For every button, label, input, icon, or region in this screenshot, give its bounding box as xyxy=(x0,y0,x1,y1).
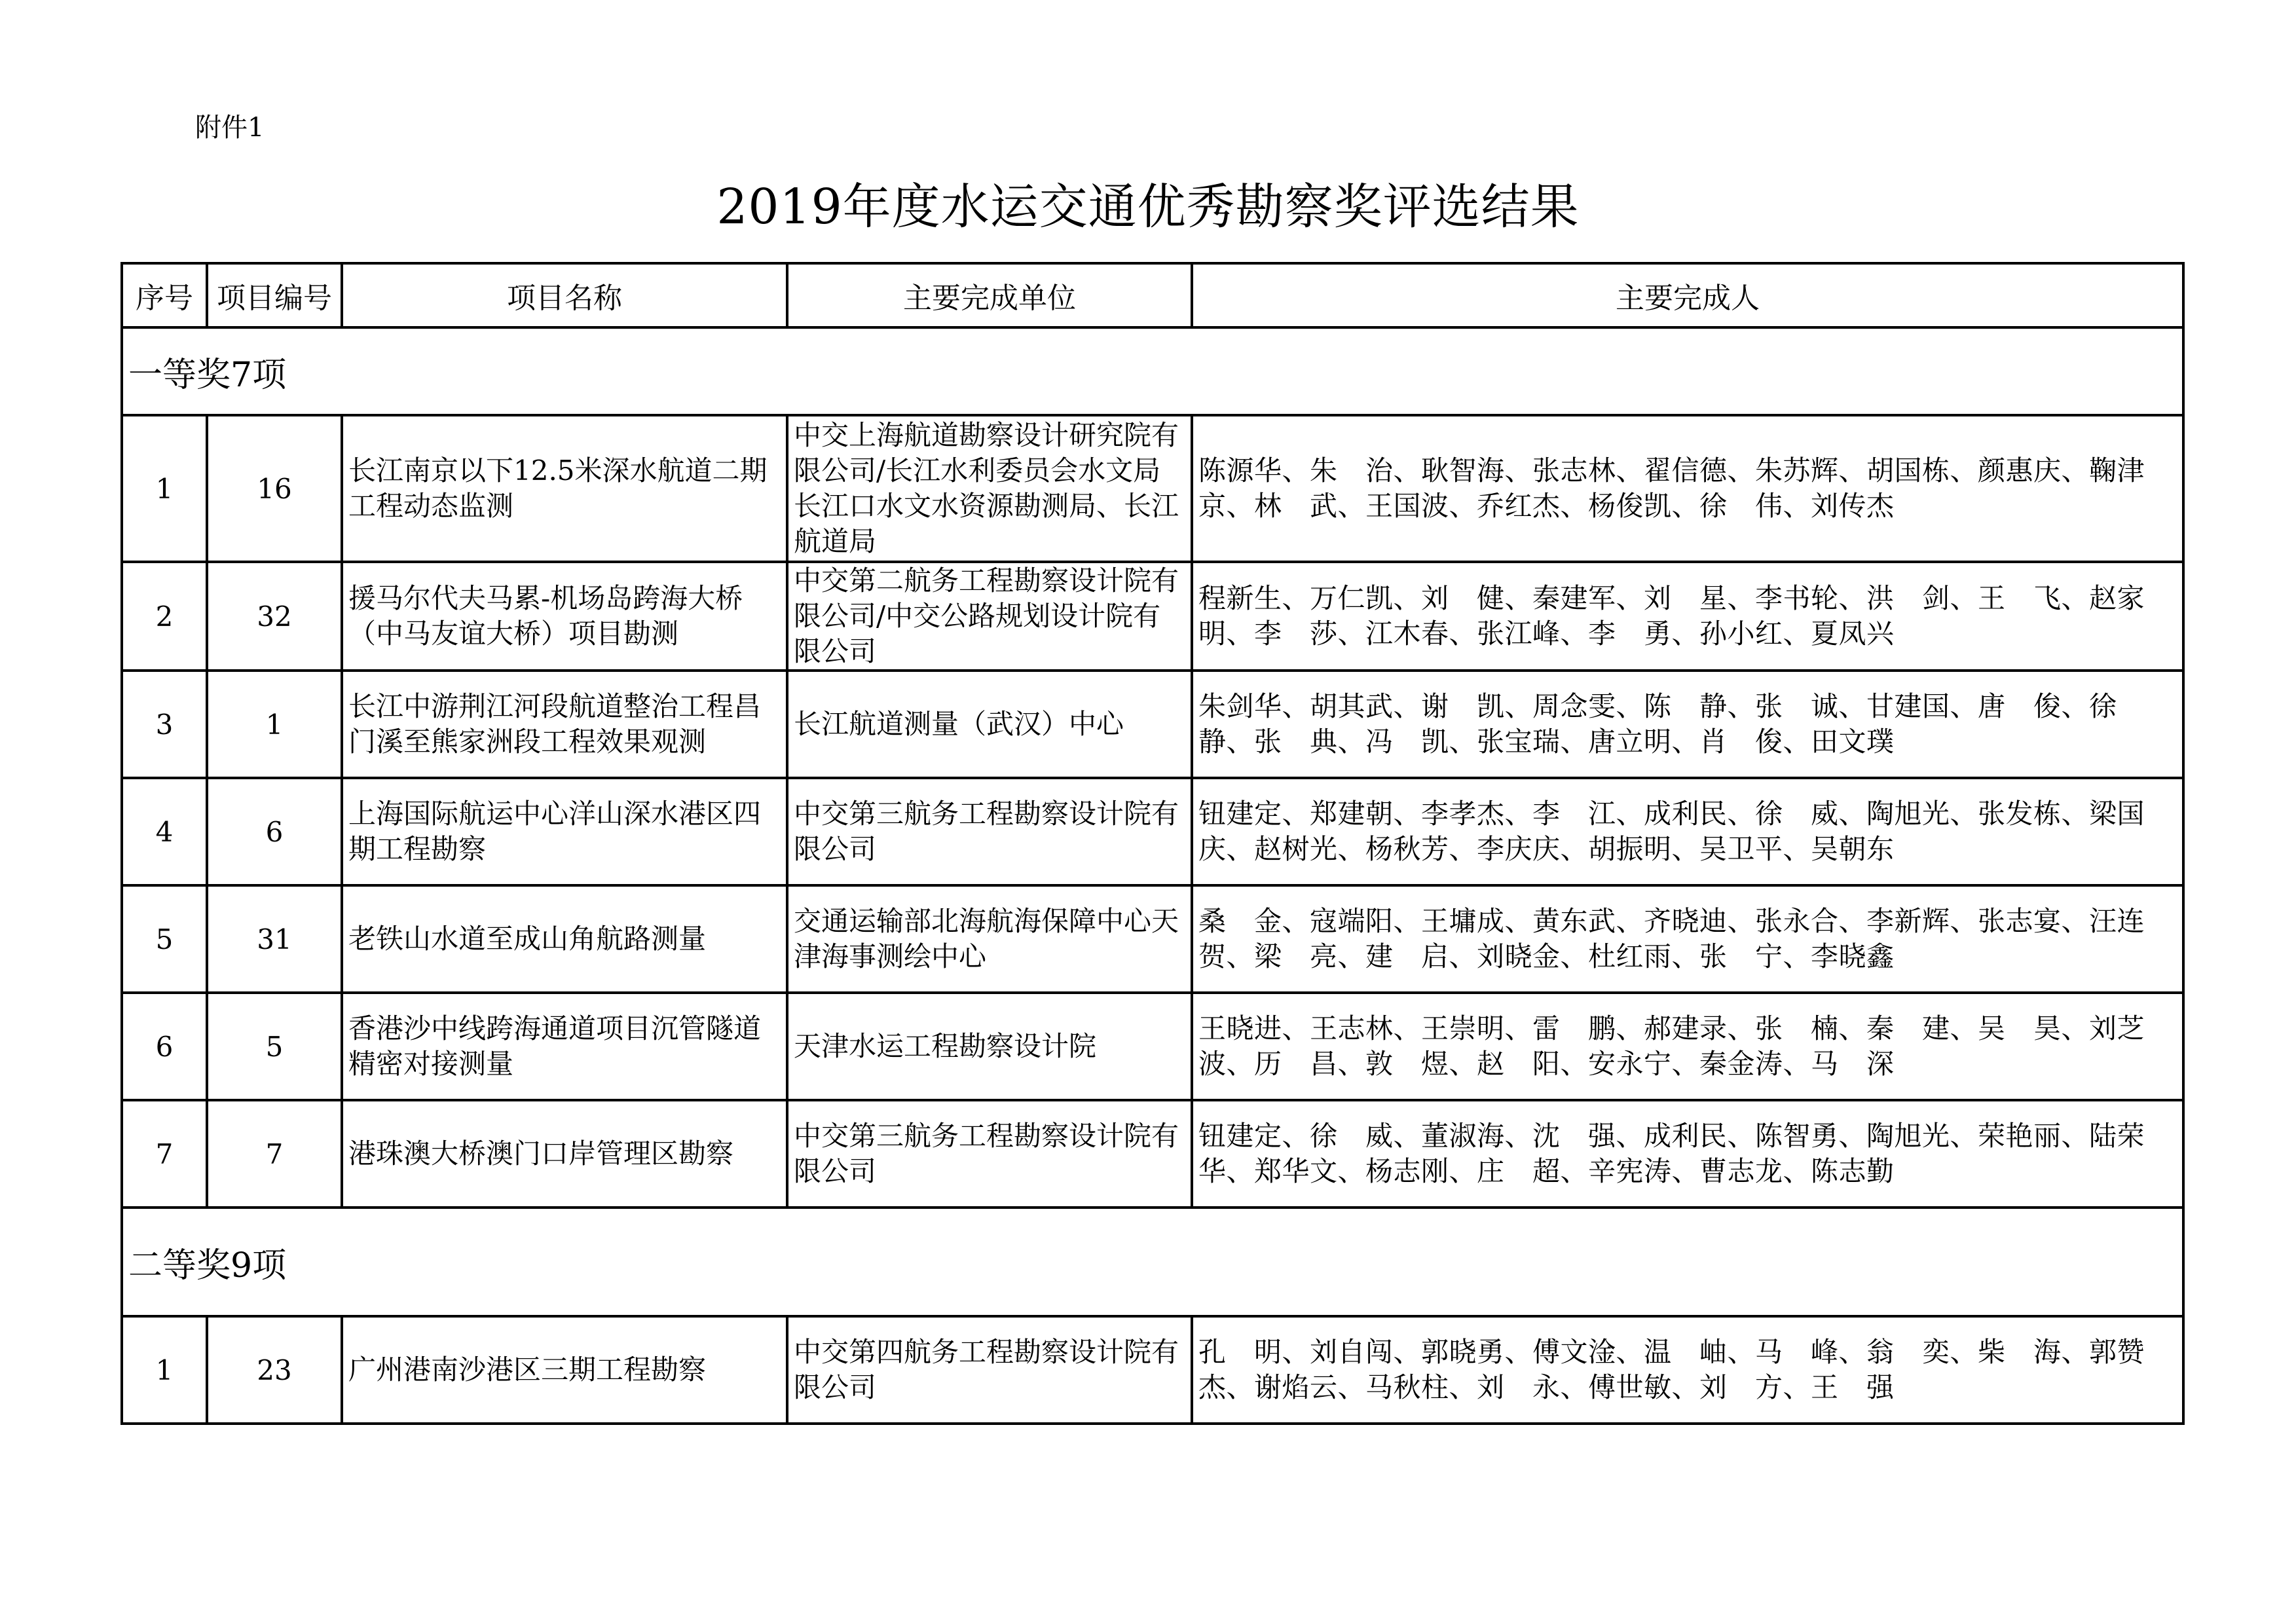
cell-unit: 长江航道测量（武汉）中心 xyxy=(787,671,1192,778)
cell-people: 王晓进、王志林、王崇明、雷 鹏、郝建录、张 楠、秦 建、吴 昊、刘芝波、历 昌、敦 煜、赵 阳、安永宁、秦金涛、马 深 xyxy=(1192,993,2183,1100)
cell-project-name: 香港沙中线跨海通道项目沉管隧道精密对接测量 xyxy=(342,993,787,1100)
section-label: 二等奖9项 xyxy=(122,1208,2183,1316)
cell-unit: 交通运输部北海航海保障中心天津海事测绘中心 xyxy=(787,885,1192,993)
attachment-label: 附件1 xyxy=(195,113,265,143)
cell-people: 桑 金、寇端阳、王墉成、黄东武、齐晓迪、张永合、李新辉、张志宴、汪连贺、梁 亮、建 启、刘晓金、杜红雨、张 宁、李晓鑫 xyxy=(1192,885,2183,993)
cell-unit: 中交第二航务工程勘察设计院有限公司/中交公路规划设计院有限公司 xyxy=(787,562,1192,671)
table-row xyxy=(122,885,2183,993)
cell-project-name: 援马尔代夫马累-机场岛跨海大桥（中马友谊大桥）项目勘测 xyxy=(342,562,787,671)
cell-people: 陈源华、朱 治、耿智海、张志林、翟信德、朱苏辉、胡国栋、颜惠庆、鞠津京、林 武、王国波、乔红杰、杨俊凯、徐 伟、刘传杰 xyxy=(1192,415,2183,562)
cell-project-name: 港珠澳大桥澳门口岸管理区勘察 xyxy=(342,1100,787,1208)
cell-code: 31 xyxy=(207,885,342,993)
table-row xyxy=(122,671,2183,778)
page-title: 2019年度水运交通优秀勘察奖评选结果 xyxy=(716,179,1580,235)
header-code: 项目编号 xyxy=(207,263,342,327)
cell-people: 钮建定、郑建朝、李孝杰、李 江、成利民、徐 威、陶旭光、张发栋、梁国庆、赵树光、杨秋芳、李庆庆、胡振明、吴卫平、吴朝东 xyxy=(1192,778,2183,885)
header-unit: 主要完成单位 xyxy=(787,263,1192,327)
cell-people: 朱剑华、胡其武、谢 凯、周念雯、陈 静、张 诚、甘建国、唐 俊、徐 静、张 典、冯 凯、张宝瑞、唐立明、肖 俊、田文璞 xyxy=(1192,671,2183,778)
cell-no: 3 xyxy=(122,671,207,778)
section-heading-first-prize xyxy=(122,327,2183,415)
cell-project-name: 长江中游荆江河段航道整治工程昌门溪至熊家洲段工程效果观测 xyxy=(342,671,787,778)
table-row xyxy=(122,415,2183,562)
cell-code: 7 xyxy=(207,1100,342,1208)
cell-people: 程新生、万仁凯、刘 健、秦建军、刘 星、李书轮、洪 剑、王 飞、赵家明、李 莎、江木春、张江峰、李 勇、孙小红、夏凤兴 xyxy=(1192,562,2183,671)
header-name: 项目名称 xyxy=(342,263,787,327)
cell-project-name: 广州港南沙港区三期工程勘察 xyxy=(342,1316,787,1424)
cell-project-name: 上海国际航运中心洋山深水港区四期工程勘察 xyxy=(342,778,787,885)
cell-people: 孔 明、刘自闯、郭晓勇、傅文淦、温 岫、马 峰、翁 奕、柴 海、郭赞杰、谢焰云、马秋柱、刘 永、傅世敏、刘 方、王 强 xyxy=(1192,1316,2183,1424)
cell-code: 1 xyxy=(207,671,342,778)
cell-project-name: 长江南京以下12.5米深水航道二期工程动态监测 xyxy=(342,415,787,562)
cell-code: 32 xyxy=(207,562,342,671)
table-header-row xyxy=(122,263,2183,327)
cell-no: 4 xyxy=(122,778,207,885)
cell-no: 1 xyxy=(122,1316,207,1424)
cell-unit: 中交第四航务工程勘察设计院有限公司 xyxy=(787,1316,1192,1424)
cell-no: 2 xyxy=(122,562,207,671)
section-label: 一等奖7项 xyxy=(122,327,2183,415)
results-table xyxy=(120,262,2185,1425)
cell-project-name: 老铁山水道至成山角航路测量 xyxy=(342,885,787,993)
cell-code: 16 xyxy=(207,415,342,562)
table-row xyxy=(122,993,2183,1100)
table-row xyxy=(122,1100,2183,1208)
cell-code: 5 xyxy=(207,993,342,1100)
table-row xyxy=(122,562,2183,671)
cell-unit: 中交第三航务工程勘察设计院有限公司 xyxy=(787,778,1192,885)
section-heading-second-prize xyxy=(122,1208,2183,1316)
table-row xyxy=(122,778,2183,885)
cell-no: 1 xyxy=(122,415,207,562)
table-row xyxy=(122,1316,2183,1424)
header-no: 序号 xyxy=(122,263,207,327)
cell-code: 6 xyxy=(207,778,342,885)
cell-code: 23 xyxy=(207,1316,342,1424)
header-people: 主要完成人 xyxy=(1192,263,2183,327)
cell-no: 7 xyxy=(122,1100,207,1208)
cell-no: 6 xyxy=(122,993,207,1100)
cell-unit: 天津水运工程勘察设计院 xyxy=(787,993,1192,1100)
cell-unit: 中交上海航道勘察设计研究院有限公司/长江水利委员会水文局长江口水文水资源勘测局、长江航道局 xyxy=(787,415,1192,562)
cell-no: 5 xyxy=(122,885,207,993)
cell-unit: 中交第三航务工程勘察设计院有限公司 xyxy=(787,1100,1192,1208)
cell-people: 钮建定、徐 威、董淑海、沈 强、成利民、陈智勇、陶旭光、荣艳丽、陆荣华、郑华文、杨志刚、庄 超、辛宪涛、曹志龙、陈志勤 xyxy=(1192,1100,2183,1208)
